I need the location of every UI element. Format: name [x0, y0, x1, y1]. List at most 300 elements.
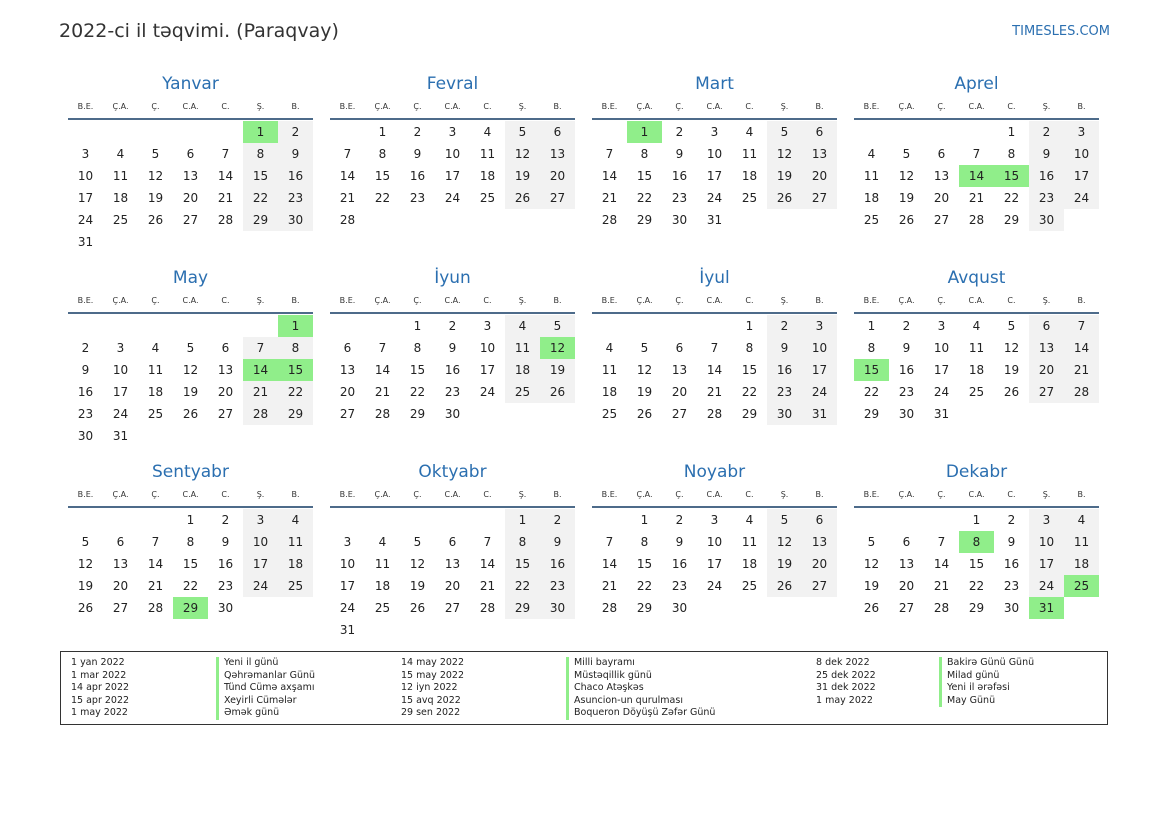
- weekday-header: [854, 96, 1099, 120]
- day-cell: 3: [710, 513, 719, 527]
- day-cell: 17: [706, 169, 723, 183]
- day-cell: 8: [640, 535, 649, 549]
- day-cell: 3: [1029, 509, 1064, 531]
- day-cell: 16: [671, 169, 688, 183]
- weekday-label: Ç.: [151, 296, 160, 305]
- month-name: İyun: [434, 268, 471, 288]
- day-cell: 6: [343, 341, 352, 355]
- day-cell: 13: [182, 169, 199, 183]
- weekday-label: C.: [221, 102, 230, 111]
- day-cell: 23: [671, 191, 688, 205]
- weekday-label: Ç.: [413, 296, 422, 305]
- day-cell: 30: [217, 601, 234, 615]
- empty-cell: [959, 121, 994, 143]
- day-cell: 20: [217, 385, 234, 399]
- day-cell: 20: [933, 191, 950, 205]
- day-cell: 18: [479, 169, 496, 183]
- day-cell: 14: [601, 169, 618, 183]
- weekday-label: B.: [553, 490, 562, 499]
- weekday-label: B.: [291, 296, 300, 305]
- month-name: Oktyabr: [418, 462, 487, 482]
- day-cell: 25: [374, 601, 391, 615]
- day-cell: 3: [116, 341, 125, 355]
- day-cell: 12: [505, 143, 540, 165]
- day-cell: 14: [339, 169, 356, 183]
- holiday-day-cell: 1: [627, 121, 662, 143]
- day-cell: 7: [221, 147, 230, 161]
- day-cell: 4: [867, 147, 876, 161]
- weekday-header: [854, 484, 1099, 508]
- day-cell: 17: [77, 191, 94, 205]
- month-name: May: [172, 268, 209, 288]
- day-cell: 9: [221, 535, 230, 549]
- day-cell: 7: [243, 337, 278, 359]
- day-cell: 7: [710, 341, 719, 355]
- weekday-label: Ş.: [518, 296, 527, 305]
- weekday-header: [854, 290, 1099, 314]
- weekday-label: Ç.A.: [898, 490, 915, 499]
- day-cell: 21: [374, 385, 391, 399]
- day-cell: 25: [505, 381, 540, 403]
- day-cell: 26: [767, 187, 802, 209]
- day-cell: 7: [151, 535, 160, 549]
- day-cell: 19: [182, 385, 199, 399]
- day-cell: 21: [706, 385, 723, 399]
- weekday-label: Ş.: [518, 102, 527, 111]
- day-cell: 6: [802, 121, 837, 143]
- weekday-label: Ç.A.: [112, 490, 129, 499]
- day-cell: 13: [802, 143, 837, 165]
- holiday-day-cell: 15: [994, 165, 1029, 187]
- day-cell: 13: [444, 557, 461, 571]
- day-cell: 4: [378, 535, 387, 549]
- day-cell: 7: [1064, 315, 1099, 337]
- day-cell: 8: [278, 337, 313, 359]
- day-cell: 19: [1003, 363, 1020, 377]
- day-cell: 29: [505, 597, 540, 619]
- day-cell: 14: [706, 363, 723, 377]
- day-cell: 23: [1003, 579, 1020, 593]
- day-cell: 24: [444, 191, 461, 205]
- day-cell: 20: [444, 579, 461, 593]
- day-cell: 13: [1029, 337, 1064, 359]
- day-cell: 23: [767, 381, 802, 403]
- day-cell: 11: [147, 363, 164, 377]
- weekday-label: C.A.: [706, 296, 723, 305]
- day-cell: 21: [601, 191, 618, 205]
- month-name: Noyabr: [683, 462, 746, 482]
- day-cell: 28: [933, 601, 950, 615]
- day-cell: 19: [898, 191, 915, 205]
- weekday-label: Ç.: [675, 102, 684, 111]
- legend-dates-1: [71, 657, 129, 720]
- day-cell: 9: [540, 531, 575, 553]
- weekday-label: Ş.: [1042, 102, 1051, 111]
- day-cell: 29: [968, 601, 985, 615]
- day-cell: 14: [933, 557, 950, 571]
- weekday-header: [592, 290, 837, 314]
- day-cell: 26: [409, 601, 426, 615]
- day-cell: 14: [147, 557, 164, 571]
- day-cell: 14: [217, 169, 234, 183]
- day-cell: 9: [278, 143, 313, 165]
- weekday-label: C.A.: [182, 296, 199, 305]
- weekday-label: C.: [745, 296, 754, 305]
- day-cell: 22: [636, 191, 653, 205]
- legend-holiday-name: Milad günü: [939, 670, 1034, 683]
- empty-cell: [138, 315, 173, 337]
- day-cell: 2: [221, 513, 230, 527]
- day-cell: 9: [1007, 535, 1016, 549]
- empty-cell: [365, 315, 400, 337]
- empty-cell: [330, 315, 365, 337]
- legend-holiday-name: Qəhrəmanlar Günü: [216, 670, 315, 683]
- day-cell: 15: [636, 557, 653, 571]
- day-cell: 2: [81, 341, 90, 355]
- day-cell: 15: [182, 557, 199, 571]
- day-cell: 24: [706, 579, 723, 593]
- day-cell: 21: [933, 579, 950, 593]
- site-link[interactable]: TIMESLES.COM: [1012, 24, 1110, 39]
- holiday-day-cell: 14: [959, 165, 994, 187]
- day-cell: 22: [374, 191, 391, 205]
- empty-cell: [854, 121, 889, 143]
- empty-cell: [208, 121, 243, 143]
- month-name: Fevral: [426, 74, 479, 94]
- day-cell: 14: [601, 557, 618, 571]
- day-cell: 20: [898, 579, 915, 593]
- day-cell: 4: [745, 125, 754, 139]
- day-cell: 17: [802, 359, 837, 381]
- day-cell: 2: [902, 319, 911, 333]
- weekday-label: B.E.: [77, 490, 94, 499]
- holiday-day-cell: 29: [173, 597, 208, 619]
- day-cell: 27: [898, 601, 915, 615]
- day-cell: 24: [706, 191, 723, 205]
- day-cell: 25: [741, 191, 758, 205]
- day-grid: [330, 121, 575, 231]
- day-cell: 13: [339, 363, 356, 377]
- weekday-header: [68, 96, 313, 120]
- weekday-label: Ç.: [675, 296, 684, 305]
- day-cell: 25: [112, 213, 129, 227]
- weekday-label: C.A.: [968, 296, 985, 305]
- day-cell: 15: [409, 363, 426, 377]
- legend-date: 8 dek 2022: [816, 657, 870, 668]
- day-cell: 9: [767, 337, 802, 359]
- weekday-label: Ç.: [937, 102, 946, 111]
- day-cell: 30: [671, 601, 688, 615]
- day-cell: 22: [505, 575, 540, 597]
- day-cell: 19: [863, 579, 880, 593]
- weekday-label: C.A.: [182, 490, 199, 499]
- empty-cell: [889, 509, 924, 531]
- weekday-label: C.A.: [444, 102, 461, 111]
- day-cell: 1: [413, 319, 422, 333]
- day-cell: 6: [802, 509, 837, 531]
- day-cell: 19: [540, 359, 575, 381]
- day-cell: 7: [605, 147, 614, 161]
- day-cell: 23: [671, 579, 688, 593]
- legend-date: 14 may 2022: [401, 657, 465, 668]
- day-cell: 25: [741, 579, 758, 593]
- day-cell: 18: [741, 169, 758, 183]
- day-grid: [854, 121, 1099, 231]
- weekday-label: B.E.: [339, 102, 356, 111]
- day-cell: 30: [278, 209, 313, 231]
- day-cell: 2: [448, 319, 457, 333]
- weekday-header: [330, 290, 575, 314]
- day-cell: 26: [182, 407, 199, 421]
- day-cell: 2: [278, 121, 313, 143]
- day-cell: 9: [413, 147, 422, 161]
- day-cell: 20: [671, 385, 688, 399]
- day-cell: 17: [444, 169, 461, 183]
- day-cell: 26: [898, 213, 915, 227]
- day-cell: 28: [374, 407, 391, 421]
- day-cell: 10: [1029, 531, 1064, 553]
- day-cell: 16: [898, 363, 915, 377]
- day-cell: 26: [1003, 385, 1020, 399]
- empty-cell: [435, 509, 470, 531]
- empty-cell: [68, 121, 103, 143]
- day-cell: 28: [1064, 381, 1099, 403]
- day-cell: 2: [675, 125, 684, 139]
- day-cell: 18: [112, 191, 129, 205]
- empty-cell: [854, 509, 889, 531]
- day-cell: 12: [182, 363, 199, 377]
- day-cell: 23: [540, 575, 575, 597]
- empty-cell: [662, 315, 697, 337]
- day-grid: [592, 121, 837, 231]
- day-cell: 5: [413, 535, 422, 549]
- day-cell: 18: [374, 579, 391, 593]
- day-cell: 3: [243, 509, 278, 531]
- weekday-label: B.: [291, 490, 300, 499]
- weekday-header: [68, 290, 313, 314]
- legend-holiday-name: Chaco Atəşkəs: [566, 682, 715, 695]
- day-cell: 27: [1029, 381, 1064, 403]
- day-cell: 22: [863, 385, 880, 399]
- month-fevral: [330, 72, 575, 253]
- day-cell: 15: [374, 169, 391, 183]
- day-cell: 2: [675, 513, 684, 527]
- day-cell: 27: [217, 407, 234, 421]
- empty-cell: [365, 509, 400, 531]
- day-cell: 17: [243, 553, 278, 575]
- month-oktyabr: [330, 460, 575, 641]
- day-cell: 15: [636, 169, 653, 183]
- day-cell: 20: [1029, 359, 1064, 381]
- day-cell: 8: [413, 341, 422, 355]
- weekday-label: Ç.A.: [636, 296, 653, 305]
- day-cell: 16: [1003, 557, 1020, 571]
- day-cell: 7: [937, 535, 946, 549]
- day-cell: 5: [186, 341, 195, 355]
- weekday-label: B.: [815, 490, 824, 499]
- day-cell: 22: [243, 187, 278, 209]
- day-cell: 20: [802, 553, 837, 575]
- legend-date: 15 apr 2022: [71, 694, 130, 706]
- day-cell: 24: [77, 213, 94, 227]
- legend-holiday-name: Müstəqillik günü: [566, 670, 715, 683]
- day-cell: 4: [1064, 509, 1099, 531]
- day-cell: 3: [343, 535, 352, 549]
- month-name: Dekabr: [945, 462, 1008, 482]
- day-cell: 10: [706, 147, 723, 161]
- holiday-day-cell: 15: [854, 359, 889, 381]
- day-cell: 16: [217, 557, 234, 571]
- month-dekabr: [854, 460, 1099, 641]
- weekday-label: B.E.: [863, 102, 880, 111]
- day-cell: 1: [378, 125, 387, 139]
- day-cell: 30: [1029, 209, 1064, 231]
- day-cell: 23: [444, 385, 461, 399]
- day-cell: 18: [1064, 553, 1099, 575]
- day-cell: 26: [863, 601, 880, 615]
- day-cell: 20: [540, 165, 575, 187]
- day-cell: 8: [640, 147, 649, 161]
- weekday-label: Ş.: [518, 490, 527, 499]
- weekday-label: B.E.: [601, 102, 618, 111]
- holiday-day-cell: 31: [1029, 597, 1064, 619]
- day-cell: 10: [706, 535, 723, 549]
- weekday-label: Ş.: [1042, 490, 1051, 499]
- day-cell: 19: [409, 579, 426, 593]
- day-cell: 4: [505, 315, 540, 337]
- day-cell: 24: [1064, 187, 1099, 209]
- day-grid: [330, 315, 575, 425]
- day-cell: 25: [863, 213, 880, 227]
- weekday-label: B.E.: [77, 102, 94, 111]
- month-name: Avqust: [947, 268, 1006, 288]
- empty-cell: [138, 509, 173, 531]
- day-cell: 16: [767, 359, 802, 381]
- day-cell: 12: [77, 557, 94, 571]
- day-cell: 8: [867, 341, 876, 355]
- day-cell: 15: [741, 363, 758, 377]
- day-cell: 17: [933, 363, 950, 377]
- day-cell: 8: [378, 147, 387, 161]
- day-cell: 28: [243, 403, 278, 425]
- weekday-label: C.: [221, 490, 230, 499]
- day-cell: 11: [741, 147, 758, 161]
- day-cell: 3: [802, 315, 837, 337]
- legend-date: 1 may 2022: [816, 694, 873, 706]
- weekday-label: C.: [1007, 102, 1016, 111]
- day-cell: 22: [278, 381, 313, 403]
- day-cell: 21: [339, 191, 356, 205]
- weekday-label: C.A.: [706, 102, 723, 111]
- day-cell: 16: [671, 557, 688, 571]
- day-cell: 3: [710, 125, 719, 139]
- day-cell: 5: [902, 147, 911, 161]
- day-cell: 24: [933, 385, 950, 399]
- empty-cell: [889, 121, 924, 143]
- day-cell: 26: [636, 407, 653, 421]
- day-cell: 21: [147, 579, 164, 593]
- day-cell: 22: [409, 385, 426, 399]
- day-cell: 18: [505, 359, 540, 381]
- day-cell: 16: [278, 165, 313, 187]
- day-cell: 29: [409, 407, 426, 421]
- day-cell: 2: [1029, 121, 1064, 143]
- holiday-day-cell: 14: [243, 359, 278, 381]
- day-cell: 6: [448, 535, 457, 549]
- day-cell: 6: [221, 341, 230, 355]
- weekday-label: B.E.: [339, 296, 356, 305]
- day-cell: 21: [479, 579, 496, 593]
- weekday-label: B.: [815, 296, 824, 305]
- day-cell: 17: [112, 385, 129, 399]
- weekday-label: Ş.: [256, 296, 265, 305]
- empty-cell: [173, 121, 208, 143]
- day-cell: 10: [444, 147, 461, 161]
- day-cell: 28: [479, 601, 496, 615]
- day-cell: 21: [968, 191, 985, 205]
- weekday-label: B.E.: [339, 490, 356, 499]
- day-cell: 13: [802, 531, 837, 553]
- empty-cell: [103, 121, 138, 143]
- weekday-label: C.A.: [182, 102, 199, 111]
- weekday-label: B.: [815, 102, 824, 111]
- empty-cell: [924, 121, 959, 143]
- day-cell: 2: [767, 315, 802, 337]
- day-cell: 25: [278, 575, 313, 597]
- day-cell: 4: [972, 319, 981, 333]
- day-cell: 18: [968, 363, 985, 377]
- day-cell: 11: [112, 169, 129, 183]
- empty-cell: [138, 121, 173, 143]
- day-cell: 6: [116, 535, 125, 549]
- day-cell: 29: [636, 601, 653, 615]
- day-cell: 17: [1029, 553, 1064, 575]
- day-cell: 28: [217, 213, 234, 227]
- day-cell: 12: [1003, 341, 1020, 355]
- day-cell: 22: [741, 385, 758, 399]
- weekday-header: [592, 96, 837, 120]
- day-cell: 31: [802, 403, 837, 425]
- day-cell: 26: [147, 213, 164, 227]
- day-cell: 18: [601, 385, 618, 399]
- day-cell: 22: [182, 579, 199, 593]
- weekday-label: B.E.: [77, 296, 94, 305]
- day-cell: 31: [112, 429, 129, 443]
- weekday-label: B.: [1077, 296, 1086, 305]
- day-cell: 5: [81, 535, 90, 549]
- day-cell: 30: [77, 429, 94, 443]
- legend-date: 1 mar 2022: [71, 669, 127, 681]
- day-cell: 12: [898, 169, 915, 183]
- day-cell: 27: [540, 187, 575, 209]
- day-cell: 31: [339, 623, 356, 637]
- legend-names-3: [939, 657, 1034, 707]
- day-cell: 18: [278, 553, 313, 575]
- day-cell: 9: [675, 535, 684, 549]
- legend-date: 25 dek 2022: [816, 669, 876, 681]
- weekday-label: B.: [1077, 490, 1086, 499]
- day-cell: 26: [77, 601, 94, 615]
- day-cell: 10: [339, 557, 356, 571]
- day-cell: 13: [217, 363, 234, 377]
- day-cell: 16: [1029, 165, 1064, 187]
- day-cell: 20: [802, 165, 837, 187]
- month-name: Mart: [695, 74, 734, 94]
- day-cell: 6: [675, 341, 684, 355]
- day-cell: 18: [147, 385, 164, 399]
- empty-cell: [924, 509, 959, 531]
- day-cell: 9: [448, 341, 457, 355]
